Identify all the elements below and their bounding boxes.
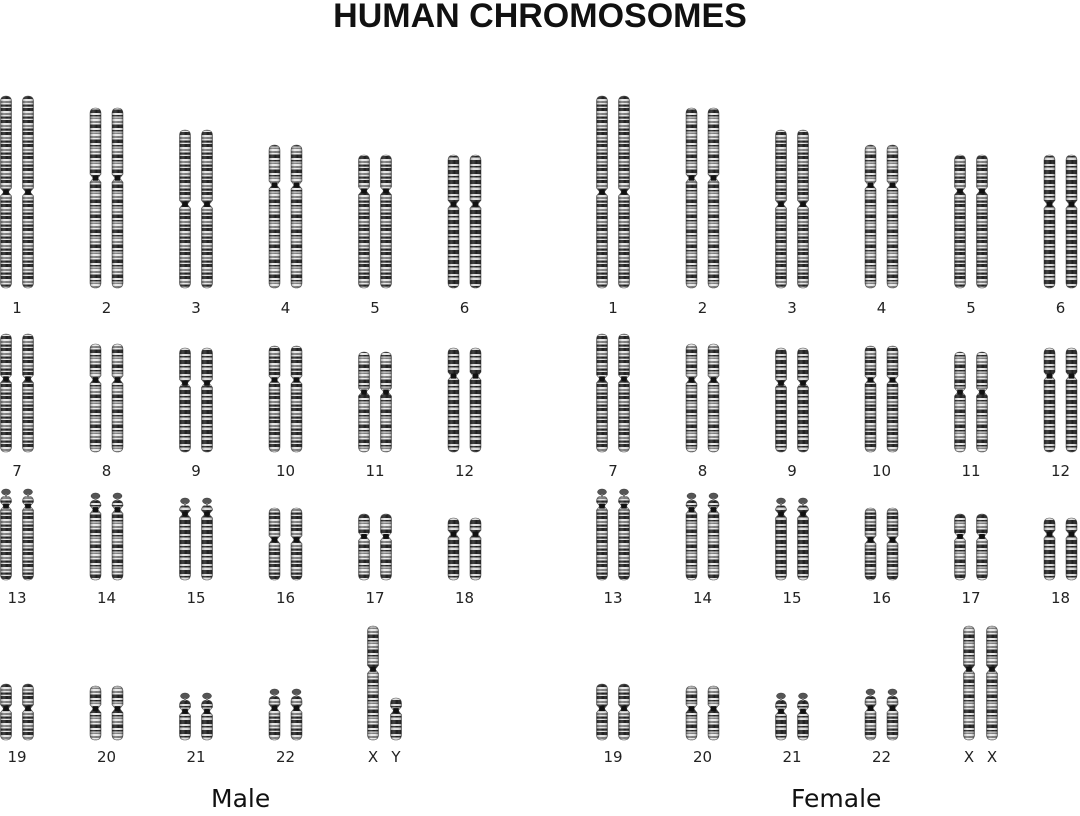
male-label-21: 21 [186, 748, 206, 766]
female-label-12: 12 [1050, 462, 1071, 480]
male-chromosome-5 [359, 155, 392, 317]
chromatid-left [1044, 518, 1055, 580]
male-chromosome-20 [90, 686, 123, 766]
chromatid-left [1, 96, 12, 288]
chromatid-single [368, 626, 379, 740]
male-label-22: 22 [275, 748, 296, 766]
chromatid-left [1044, 348, 1055, 452]
female-panel-label: Female [791, 784, 882, 813]
chromatid-right [112, 686, 123, 740]
chromatid-right [23, 684, 34, 740]
chromatid-left [448, 518, 459, 580]
male-label-9: 9 [191, 462, 201, 480]
chromatid-left [448, 348, 459, 452]
male-chromosome-4 [269, 145, 302, 317]
chromatid-single [391, 698, 402, 740]
male-label-12: 12 [454, 462, 475, 480]
male-label-6: 6 [459, 299, 470, 317]
chromatid-left [865, 145, 876, 288]
chromatid-left [597, 684, 608, 740]
chromatid-right [887, 508, 898, 580]
chromatid-right [977, 514, 988, 580]
chromatid-right [381, 155, 392, 288]
female-chromosome-4 [865, 145, 898, 317]
female-label-11: 11 [961, 462, 981, 480]
male-label-10: 10 [275, 462, 296, 480]
chromatid-left [686, 108, 697, 288]
chromatid-left [180, 693, 191, 740]
chromatid-left [955, 352, 966, 452]
chromatid-left [865, 689, 876, 740]
chromatid-right [887, 145, 898, 288]
chromatid-right [202, 130, 213, 288]
female-chromosome-11 [955, 352, 988, 480]
female-chromosome-8 [686, 344, 719, 480]
chromatid-left [1, 684, 12, 740]
chromatid-left [865, 346, 876, 452]
male-chromosome-2 [90, 108, 123, 317]
female-label-X-2: X [986, 748, 998, 766]
chromatid-right [291, 689, 302, 740]
chromatid-left [90, 344, 101, 452]
chromatid-right [202, 348, 213, 452]
chromatid-right [887, 689, 898, 740]
female-label-10: 10 [871, 462, 892, 480]
chromatid-left [1, 334, 12, 452]
female-chromosome-10 [865, 346, 898, 480]
chromatid-right [798, 130, 809, 288]
chromatid-right [291, 346, 302, 452]
chromatid-right [977, 352, 988, 452]
male-chromosome-1 [1, 96, 34, 317]
chromatid-left [1, 489, 12, 580]
chromatid-right [619, 96, 630, 288]
chromatid-left [448, 155, 459, 288]
chromatid-single [987, 626, 998, 740]
female-chromosome-5 [955, 155, 988, 317]
chromatid-right [619, 489, 630, 580]
male-chromosome-14 [90, 493, 123, 607]
chromatid-left [776, 348, 787, 452]
male-chromosome-16 [269, 508, 302, 607]
chromatid-right [798, 693, 809, 740]
male-chromosome-12 [448, 348, 481, 480]
female-label-2: 2 [697, 299, 708, 317]
chromatid-right [708, 493, 719, 580]
male-chromosome-11 [359, 352, 392, 480]
female-chromosome-14 [686, 493, 719, 607]
chromatid-right [887, 346, 898, 452]
male-label-2: 2 [101, 299, 112, 317]
female-chromosome-19 [597, 684, 630, 766]
chromatid-right [1066, 155, 1077, 288]
female-label-3: 3 [787, 299, 797, 317]
male-chromosome-7 [1, 334, 34, 480]
chromatid-right [202, 693, 213, 740]
male-chromosome-19 [1, 684, 34, 766]
chromatid-right [798, 348, 809, 452]
chromatid-right [708, 108, 719, 288]
female-label-8: 8 [697, 462, 708, 480]
chromatid-right [470, 155, 481, 288]
chromatid-right [23, 334, 34, 452]
chromatid-left [359, 352, 370, 452]
chromatid-left [90, 493, 101, 580]
chromatid-left [90, 108, 101, 288]
female-chromosome-20 [686, 686, 719, 766]
female-label-16: 16 [871, 589, 892, 607]
female-label-13: 13 [603, 589, 623, 607]
male-label-X-1: X [367, 748, 379, 766]
female-label-18: 18 [1050, 589, 1071, 607]
chromatid-right [619, 684, 630, 740]
female-label-1: 1 [608, 299, 618, 317]
male-label-8: 8 [101, 462, 112, 480]
chromatid-left [955, 514, 966, 580]
chromatid-left [1044, 155, 1055, 288]
male-label-5: 5 [370, 299, 380, 317]
chromatid-right [619, 334, 630, 452]
male-label-19: 19 [7, 748, 27, 766]
female-label-22: 22 [871, 748, 892, 766]
chromatid-right [470, 518, 481, 580]
chromatid-right [708, 686, 719, 740]
female-label-21: 21 [782, 748, 802, 766]
chromatid-right [708, 344, 719, 452]
chromatid-left [90, 686, 101, 740]
female-chromosome-21 [776, 693, 809, 766]
chromatid-left [686, 686, 697, 740]
chromatid-right [112, 108, 123, 288]
chromatid-right [202, 498, 213, 580]
female-label-6: 6 [1055, 299, 1066, 317]
page-title: HUMAN CHROMOSOMES [333, 0, 747, 35]
male-label-4: 4 [280, 299, 291, 317]
male-chromosome-Y-2 [390, 698, 401, 766]
chromatid-right [291, 508, 302, 580]
chromatid-right [23, 96, 34, 288]
chromatid-right [112, 493, 123, 580]
female-label-15: 15 [782, 589, 802, 607]
male-label-11: 11 [365, 462, 385, 480]
female-chromosome-6 [1044, 155, 1077, 317]
female-label-17: 17 [961, 589, 981, 607]
male-chromosome-6 [448, 155, 481, 317]
male-chromosome-13 [1, 489, 34, 607]
female-chromosome-2 [686, 108, 719, 317]
female-chromosome-X-2 [987, 626, 998, 766]
female-chromosome-18 [1044, 518, 1077, 607]
male-chromosome-18 [448, 518, 481, 607]
chromatid-right [112, 344, 123, 452]
chromatid-left [269, 145, 280, 288]
chromatid-left [180, 130, 191, 288]
chromatid-right [470, 348, 481, 452]
male-chromosome-10 [269, 346, 302, 480]
chromatid-left [180, 498, 191, 580]
male-chromosome-X-1 [368, 626, 379, 766]
male-chromosome-22 [269, 689, 302, 766]
chromatid-right [977, 155, 988, 288]
chromatid-right [23, 489, 34, 580]
chromatid-left [776, 130, 787, 288]
male-label-7: 7 [12, 462, 22, 480]
chromatid-left [776, 498, 787, 580]
chromatid-right [798, 498, 809, 580]
female-label-14: 14 [692, 589, 713, 607]
chromatid-single [964, 626, 975, 740]
male-label-14: 14 [96, 589, 117, 607]
chromatid-left [776, 693, 787, 740]
chromatid-left [686, 344, 697, 452]
chromatid-left [597, 334, 608, 452]
female-chromosome-7 [597, 334, 630, 480]
female-label-X-1: X [963, 748, 975, 766]
chromatid-left [269, 346, 280, 452]
female-chromosome-3 [776, 130, 809, 317]
female-label-5: 5 [966, 299, 976, 317]
chromatid-right [1066, 348, 1077, 452]
male-chromosome-15 [180, 498, 213, 607]
chromatid-left [686, 493, 697, 580]
male-chromosome-3 [180, 130, 213, 317]
male-label-1: 1 [12, 299, 22, 317]
male-label-3: 3 [191, 299, 201, 317]
female-label-9: 9 [787, 462, 797, 480]
chromatid-left [359, 514, 370, 580]
chromatid-right [381, 352, 392, 452]
male-chromosome-8 [90, 344, 123, 480]
chromatid-left [597, 489, 608, 580]
male-panel-label: Male [211, 784, 271, 813]
male-chromosome-17 [359, 514, 392, 607]
chromatid-left [359, 155, 370, 288]
male-label-Y-2: Y [391, 748, 401, 766]
female-label-4: 4 [876, 299, 887, 317]
male-label-18: 18 [454, 589, 475, 607]
male-label-16: 16 [275, 589, 296, 607]
male-chromosome-9 [180, 348, 213, 480]
chromatid-right [1066, 518, 1077, 580]
male-chromosome-21 [180, 693, 213, 766]
male-label-13: 13 [7, 589, 27, 607]
female-label-7: 7 [608, 462, 618, 480]
chromatid-left [269, 508, 280, 580]
female-chromosome-17 [955, 514, 988, 607]
female-chromosome-13 [597, 489, 630, 607]
female-chromosome-12 [1044, 348, 1077, 480]
chromatid-right [291, 145, 302, 288]
chromatid-right [381, 514, 392, 580]
chromatid-left [269, 689, 280, 740]
chromatid-left [180, 348, 191, 452]
female-chromosome-16 [865, 508, 898, 607]
chromatid-left [865, 508, 876, 580]
female-chromosome-15 [776, 498, 809, 607]
female-label-19: 19 [603, 748, 623, 766]
female-chromosome-9 [776, 348, 809, 480]
female-label-20: 20 [692, 748, 713, 766]
female-chromosome-1 [597, 96, 630, 317]
male-label-15: 15 [186, 589, 206, 607]
male-label-17: 17 [365, 589, 385, 607]
female-chromosome-X-1 [964, 626, 975, 766]
male-label-20: 20 [96, 748, 117, 766]
female-chromosome-22 [865, 689, 898, 766]
chromatid-left [597, 96, 608, 288]
chromatid-left [955, 155, 966, 288]
